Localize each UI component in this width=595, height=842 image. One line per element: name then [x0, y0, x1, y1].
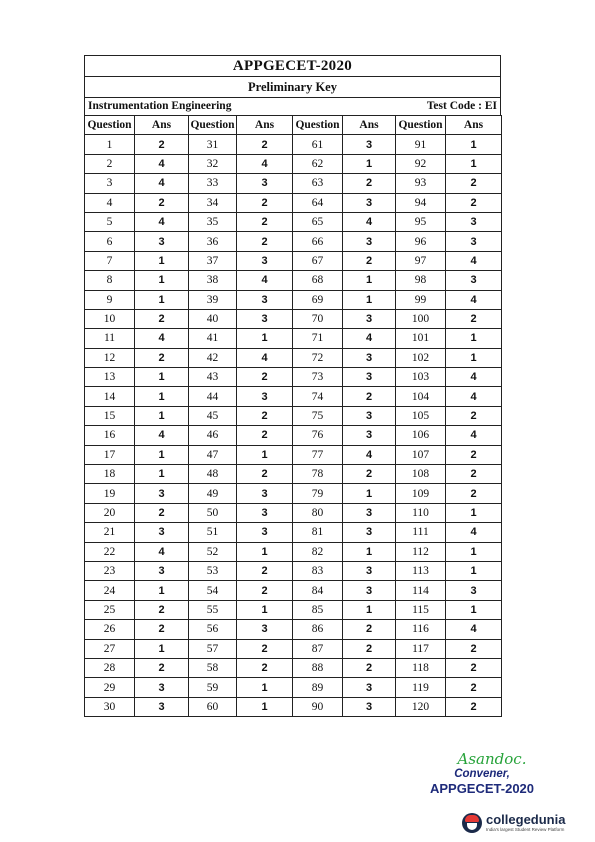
- brand-tagline: India's largest Student Review Platform: [486, 827, 565, 832]
- question-number-cell: 48: [189, 465, 237, 484]
- question-number-cell: 13: [85, 368, 135, 387]
- signature-org: APPGECET-2020: [429, 781, 535, 796]
- answer-cell: 4: [446, 620, 502, 639]
- answer-cell: 4: [343, 329, 396, 348]
- table-row: [85, 387, 502, 406]
- column-header: Question: [85, 116, 135, 135]
- answer-cell: 4: [343, 445, 396, 464]
- question-number-cell: 36: [189, 232, 237, 251]
- answer-cell: 3: [237, 503, 293, 522]
- question-number-cell: 1: [85, 135, 135, 154]
- answer-cell: 4: [446, 523, 502, 542]
- answer-cell: 3: [446, 271, 502, 290]
- table-row: [85, 484, 502, 503]
- answer-cell: 3: [446, 212, 502, 231]
- table-row: [85, 348, 502, 367]
- answer-cell: 1: [446, 348, 502, 367]
- question-number-cell: 119: [396, 678, 446, 697]
- question-number-cell: 18: [85, 465, 135, 484]
- question-number-cell: 103: [396, 368, 446, 387]
- answer-cell: 2: [446, 697, 502, 716]
- answer-cell: 3: [343, 193, 396, 212]
- question-number-cell: 32: [189, 154, 237, 173]
- answer-cell: 3: [135, 523, 189, 542]
- answer-cell: 3: [343, 426, 396, 445]
- answer-cell: 3: [343, 697, 396, 716]
- question-number-cell: 85: [293, 600, 343, 619]
- table-row: [85, 232, 502, 251]
- question-number-cell: 102: [396, 348, 446, 367]
- answer-cell: 1: [343, 290, 396, 309]
- answer-cell: 1: [446, 135, 502, 154]
- question-number-cell: 49: [189, 484, 237, 503]
- answer-cell: 3: [135, 561, 189, 580]
- question-number-cell: 120: [396, 697, 446, 716]
- table-row: [85, 523, 502, 542]
- answer-cell: 2: [446, 465, 502, 484]
- signature-role: Convener,: [454, 768, 510, 780]
- answer-cell: 3: [135, 697, 189, 716]
- answer-cell: 2: [237, 658, 293, 677]
- question-number-cell: 114: [396, 581, 446, 600]
- table-row: [85, 212, 502, 231]
- answer-cell: 2: [237, 368, 293, 387]
- question-number-cell: 78: [293, 465, 343, 484]
- question-number-cell: 12: [85, 348, 135, 367]
- answer-cell: 1: [343, 542, 396, 561]
- question-number-cell: 65: [293, 212, 343, 231]
- answer-cell: 1: [135, 368, 189, 387]
- table-row: [85, 406, 502, 425]
- question-number-cell: 81: [293, 523, 343, 542]
- question-number-cell: 56: [189, 620, 237, 639]
- question-number-cell: 29: [85, 678, 135, 697]
- question-number-cell: 64: [293, 193, 343, 212]
- question-number-cell: 60: [189, 697, 237, 716]
- answer-cell: 2: [343, 174, 396, 193]
- column-header: Ans: [135, 116, 189, 135]
- question-number-cell: 97: [396, 251, 446, 270]
- meta-row: [84, 97, 501, 115]
- table-row: [85, 445, 502, 464]
- answer-cell: 3: [237, 290, 293, 309]
- answer-cell: 2: [237, 465, 293, 484]
- question-number-cell: 40: [189, 309, 237, 328]
- answer-cell: 3: [135, 232, 189, 251]
- answer-cell: 3: [343, 523, 396, 542]
- question-number-cell: 69: [293, 290, 343, 309]
- answer-cell: 1: [135, 581, 189, 600]
- signature-scrawl: Asandoc.: [457, 750, 527, 768]
- answer-cell: 1: [237, 600, 293, 619]
- answer-cell: 1: [343, 154, 396, 173]
- question-number-cell: 41: [189, 329, 237, 348]
- question-number-cell: 19: [85, 484, 135, 503]
- answer-cell: 1: [135, 387, 189, 406]
- answer-cell: 2: [446, 484, 502, 503]
- answer-cell: 2: [446, 193, 502, 212]
- question-number-cell: 34: [189, 193, 237, 212]
- answer-cell: 3: [237, 484, 293, 503]
- answer-cell: 1: [237, 697, 293, 716]
- question-number-cell: 74: [293, 387, 343, 406]
- answer-cell: 1: [446, 561, 502, 580]
- answer-cell: 2: [237, 193, 293, 212]
- table-row: [85, 329, 502, 348]
- answer-cell: 3: [237, 620, 293, 639]
- question-number-cell: 23: [85, 561, 135, 580]
- question-number-cell: 39: [189, 290, 237, 309]
- answer-cell: 4: [237, 271, 293, 290]
- question-number-cell: 67: [293, 251, 343, 270]
- answer-key-sheet: [84, 55, 501, 717]
- table-row: [85, 154, 502, 173]
- question-number-cell: 21: [85, 523, 135, 542]
- table-row: [85, 503, 502, 522]
- column-header: Ans: [446, 116, 502, 135]
- table-body: [85, 135, 502, 717]
- question-number-cell: 79: [293, 484, 343, 503]
- question-number-cell: 105: [396, 406, 446, 425]
- answer-cell: 1: [446, 329, 502, 348]
- answer-cell: 2: [446, 309, 502, 328]
- table-row: [85, 368, 502, 387]
- question-number-cell: 95: [396, 212, 446, 231]
- answer-cell: 4: [135, 426, 189, 445]
- answer-cell: 2: [135, 135, 189, 154]
- question-number-cell: 109: [396, 484, 446, 503]
- question-number-cell: 6: [85, 232, 135, 251]
- table-row: [85, 135, 502, 154]
- answer-cell: 2: [446, 174, 502, 193]
- answer-cell: 2: [237, 212, 293, 231]
- question-number-cell: 93: [396, 174, 446, 193]
- question-number-cell: 52: [189, 542, 237, 561]
- answer-cell: 3: [237, 387, 293, 406]
- table-row: [85, 290, 502, 309]
- answer-cell: 2: [135, 658, 189, 677]
- question-number-cell: 59: [189, 678, 237, 697]
- answer-cell: 4: [135, 174, 189, 193]
- question-number-cell: 22: [85, 542, 135, 561]
- answer-cell: 3: [343, 503, 396, 522]
- answer-cell: 3: [343, 561, 396, 580]
- question-number-cell: 77: [293, 445, 343, 464]
- table-header-row: [85, 116, 502, 135]
- table-row: [85, 271, 502, 290]
- question-number-cell: 73: [293, 368, 343, 387]
- question-number-cell: 76: [293, 426, 343, 445]
- question-number-cell: 75: [293, 406, 343, 425]
- question-number-cell: 68: [293, 271, 343, 290]
- answer-key-table: [84, 115, 502, 717]
- answer-cell: 2: [446, 639, 502, 658]
- question-number-cell: 117: [396, 639, 446, 658]
- question-number-cell: 7: [85, 251, 135, 270]
- question-number-cell: 10: [85, 309, 135, 328]
- question-number-cell: 66: [293, 232, 343, 251]
- question-number-cell: 104: [396, 387, 446, 406]
- question-number-cell: 106: [396, 426, 446, 445]
- question-number-cell: 113: [396, 561, 446, 580]
- answer-cell: 2: [446, 445, 502, 464]
- answer-cell: 3: [343, 232, 396, 251]
- question-number-cell: 14: [85, 387, 135, 406]
- question-number-cell: 89: [293, 678, 343, 697]
- column-header: Question: [189, 116, 237, 135]
- answer-cell: 2: [343, 658, 396, 677]
- answer-cell: 1: [135, 445, 189, 464]
- answer-cell: 2: [343, 251, 396, 270]
- question-number-cell: 96: [396, 232, 446, 251]
- question-number-cell: 87: [293, 639, 343, 658]
- answer-cell: 4: [446, 290, 502, 309]
- answer-cell: 1: [135, 251, 189, 270]
- question-number-cell: 111: [396, 523, 446, 542]
- answer-cell: 4: [135, 329, 189, 348]
- table-row: [85, 561, 502, 580]
- answer-cell: 2: [446, 678, 502, 697]
- page-title: APPGECET-2020: [85, 56, 500, 77]
- table-row: [85, 251, 502, 270]
- header-box: [84, 55, 501, 97]
- question-number-cell: 35: [189, 212, 237, 231]
- table-row: [85, 542, 502, 561]
- question-number-cell: 112: [396, 542, 446, 561]
- question-number-cell: 5: [85, 212, 135, 231]
- answer-cell: 1: [237, 678, 293, 697]
- column-header: Ans: [237, 116, 293, 135]
- answer-cell: 4: [237, 154, 293, 173]
- answer-cell: 4: [343, 212, 396, 231]
- answer-cell: 2: [343, 387, 396, 406]
- question-number-cell: 2: [85, 154, 135, 173]
- answer-cell: 2: [446, 658, 502, 677]
- answer-cell: 4: [135, 154, 189, 173]
- question-number-cell: 38: [189, 271, 237, 290]
- answer-cell: 4: [446, 387, 502, 406]
- answer-cell: 4: [237, 348, 293, 367]
- column-header: Question: [293, 116, 343, 135]
- answer-cell: 3: [343, 581, 396, 600]
- question-number-cell: 83: [293, 561, 343, 580]
- answer-cell: 2: [135, 503, 189, 522]
- table-row: [85, 193, 502, 212]
- answer-cell: 1: [446, 542, 502, 561]
- question-number-cell: 108: [396, 465, 446, 484]
- answer-cell: 1: [446, 600, 502, 619]
- question-number-cell: 54: [189, 581, 237, 600]
- question-number-cell: 63: [293, 174, 343, 193]
- question-number-cell: 91: [396, 135, 446, 154]
- question-number-cell: 53: [189, 561, 237, 580]
- answer-cell: 2: [343, 620, 396, 639]
- question-number-cell: 82: [293, 542, 343, 561]
- answer-cell: 4: [135, 212, 189, 231]
- answer-cell: 2: [135, 348, 189, 367]
- question-number-cell: 30: [85, 697, 135, 716]
- answer-cell: 2: [343, 465, 396, 484]
- answer-cell: 1: [237, 542, 293, 561]
- table-row: [85, 620, 502, 639]
- answer-cell: 3: [237, 309, 293, 328]
- answer-cell: 2: [135, 193, 189, 212]
- question-number-cell: 62: [293, 154, 343, 173]
- table-row: [85, 174, 502, 193]
- answer-cell: 2: [446, 406, 502, 425]
- table-row: [85, 309, 502, 328]
- answer-cell: 3: [343, 309, 396, 328]
- question-number-cell: 116: [396, 620, 446, 639]
- question-number-cell: 24: [85, 581, 135, 600]
- question-number-cell: 88: [293, 658, 343, 677]
- question-number-cell: 72: [293, 348, 343, 367]
- question-number-cell: 4: [85, 193, 135, 212]
- answer-cell: 3: [237, 251, 293, 270]
- question-number-cell: 44: [189, 387, 237, 406]
- answer-cell: 1: [135, 406, 189, 425]
- question-number-cell: 26: [85, 620, 135, 639]
- answer-cell: 1: [446, 503, 502, 522]
- question-number-cell: 42: [189, 348, 237, 367]
- question-number-cell: 57: [189, 639, 237, 658]
- answer-cell: 3: [135, 678, 189, 697]
- question-number-cell: 71: [293, 329, 343, 348]
- answer-cell: 1: [343, 600, 396, 619]
- question-number-cell: 9: [85, 290, 135, 309]
- answer-cell: 2: [135, 309, 189, 328]
- page-subtitle: Preliminary Key: [248, 80, 337, 94]
- question-number-cell: 101: [396, 329, 446, 348]
- answer-cell: 3: [446, 581, 502, 600]
- answer-cell: 1: [237, 329, 293, 348]
- question-number-cell: 8: [85, 271, 135, 290]
- column-header: Question: [396, 116, 446, 135]
- answer-cell: 1: [135, 271, 189, 290]
- answer-cell: 1: [343, 271, 396, 290]
- answer-cell: 4: [446, 426, 502, 445]
- question-number-cell: 86: [293, 620, 343, 639]
- question-number-cell: 118: [396, 658, 446, 677]
- question-number-cell: 92: [396, 154, 446, 173]
- question-number-cell: 90: [293, 697, 343, 716]
- answer-cell: 3: [237, 174, 293, 193]
- convener-signature: [412, 750, 552, 796]
- answer-cell: 1: [135, 290, 189, 309]
- question-number-cell: 27: [85, 639, 135, 658]
- answer-cell: 3: [343, 135, 396, 154]
- answer-cell: 1: [343, 484, 396, 503]
- subject-label: Instrumentation Engineering: [88, 100, 232, 112]
- column-header: Ans: [343, 116, 396, 135]
- answer-cell: 2: [237, 406, 293, 425]
- answer-cell: 1: [135, 639, 189, 658]
- question-number-cell: 43: [189, 368, 237, 387]
- question-number-cell: 46: [189, 426, 237, 445]
- question-number-cell: 98: [396, 271, 446, 290]
- answer-cell: 2: [237, 581, 293, 600]
- question-number-cell: 28: [85, 658, 135, 677]
- answer-cell: 1: [237, 445, 293, 464]
- question-number-cell: 45: [189, 406, 237, 425]
- question-number-cell: 51: [189, 523, 237, 542]
- question-number-cell: 58: [189, 658, 237, 677]
- question-number-cell: 110: [396, 503, 446, 522]
- question-number-cell: 25: [85, 600, 135, 619]
- answer-cell: 3: [343, 348, 396, 367]
- answer-cell: 2: [135, 620, 189, 639]
- question-number-cell: 61: [293, 135, 343, 154]
- answer-cell: 3: [343, 678, 396, 697]
- answer-cell: 2: [237, 232, 293, 251]
- question-number-cell: 99: [396, 290, 446, 309]
- answer-cell: 2: [237, 639, 293, 658]
- question-number-cell: 11: [85, 329, 135, 348]
- answer-cell: 2: [237, 561, 293, 580]
- question-number-cell: 107: [396, 445, 446, 464]
- question-number-cell: 3: [85, 174, 135, 193]
- question-number-cell: 37: [189, 251, 237, 270]
- table-row: [85, 678, 502, 697]
- question-number-cell: 100: [396, 309, 446, 328]
- answer-cell: 4: [446, 251, 502, 270]
- answer-cell: 3: [135, 484, 189, 503]
- question-number-cell: 33: [189, 174, 237, 193]
- question-number-cell: 16: [85, 426, 135, 445]
- question-number-cell: 115: [396, 600, 446, 619]
- answer-cell: 3: [446, 232, 502, 251]
- collegedunia-logo-icon: [462, 813, 482, 833]
- answer-cell: 1: [446, 154, 502, 173]
- table-row: [85, 426, 502, 445]
- question-number-cell: 50: [189, 503, 237, 522]
- question-number-cell: 47: [189, 445, 237, 464]
- table-row: [85, 465, 502, 484]
- question-number-cell: 70: [293, 309, 343, 328]
- answer-cell: 2: [135, 600, 189, 619]
- answer-cell: 2: [237, 135, 293, 154]
- answer-cell: 1: [135, 465, 189, 484]
- question-number-cell: 20: [85, 503, 135, 522]
- answer-cell: 2: [237, 426, 293, 445]
- question-number-cell: 31: [189, 135, 237, 154]
- question-number-cell: 84: [293, 581, 343, 600]
- brand-name: collegedunia: [486, 812, 566, 827]
- table-row: [85, 581, 502, 600]
- collegedunia-watermark: [462, 808, 592, 838]
- answer-cell: 3: [343, 368, 396, 387]
- table-row: [85, 658, 502, 677]
- answer-cell: 2: [343, 639, 396, 658]
- answer-cell: 3: [343, 406, 396, 425]
- question-number-cell: 80: [293, 503, 343, 522]
- question-number-cell: 15: [85, 406, 135, 425]
- table-row: [85, 600, 502, 619]
- answer-cell: 3: [237, 523, 293, 542]
- question-number-cell: 55: [189, 600, 237, 619]
- test-code-label: Test Code : EI: [426, 100, 497, 112]
- answer-cell: 4: [446, 368, 502, 387]
- question-number-cell: 17: [85, 445, 135, 464]
- question-number-cell: 94: [396, 193, 446, 212]
- table-row: [85, 697, 502, 716]
- table-row: [85, 639, 502, 658]
- answer-cell: 4: [135, 542, 189, 561]
